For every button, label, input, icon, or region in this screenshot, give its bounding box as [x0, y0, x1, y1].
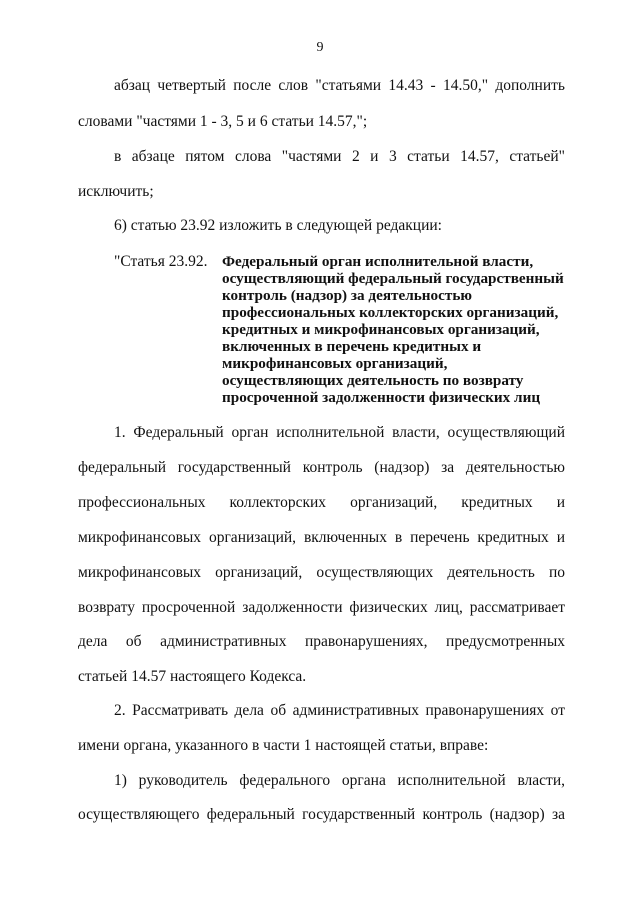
paragraph-line: дела об административных правонарушениях, предусмотренных [78, 633, 565, 650]
article-title-line: Федеральный орган исполнительной власти, [222, 253, 534, 270]
article-title-line: контроль (надзор) за деятельностью [222, 287, 472, 304]
paragraph-line: 1) руководитель федерального органа исполнительной власти, [114, 772, 565, 789]
paragraph-line: 2. Рассматривать дела об административных правонарушениях от [114, 702, 565, 719]
paragraph-line: 6) статью 23.92 изложить в следующей редакции: [114, 217, 442, 234]
article-title-line: микрофинансовых организаций, [222, 355, 448, 372]
article-title-line: кредитных и микрофинансовых организаций, [222, 321, 540, 338]
article-title [222, 253, 567, 406]
paragraph-line: абзац четвертый после слов "статьями 14.43 - 14.50," дополнить [114, 77, 565, 94]
paragraph-line: 1. Федеральный орган исполнительной власти, осуществляющий [114, 424, 565, 441]
paragraph-line: в абзаце пятом слова "частями 2 и 3 статьи 14.57, статьей" [114, 148, 565, 165]
paragraph-line: профессиональных коллекторских организаций, кредитных и [78, 494, 565, 511]
paragraph-line: осуществляющего федеральный государственный контроль (надзор) за [78, 806, 565, 823]
article-title-line: осуществляющих деятельность по возврату [222, 372, 524, 389]
page-number: 9 [316, 40, 324, 55]
paragraph-line: исключить; [78, 183, 154, 200]
paragraph-line: имени органа, указанного в части 1 настоящей статьи, вправе: [78, 737, 489, 754]
paragraph-line: словами "частями 1 - 3, 5 и 6 статьи 14.57,"; [78, 113, 368, 130]
article-title-line: профессиональных коллекторских организаций, [222, 304, 559, 321]
article-title-line: осуществляющий федеральный государственный [222, 270, 564, 287]
article-title-line: включенных в перечень кредитных и [222, 338, 482, 355]
article-label: "Статья 23.92. [114, 253, 208, 270]
paragraph-line: микрофинансовых организаций, включенных в перечень кредитных и [78, 529, 565, 546]
paragraph-line: возврату просроченной задолженности физических лиц, рассматривает [78, 599, 565, 616]
paragraph-line: статьей 14.57 настоящего Кодекса. [78, 668, 307, 685]
article-title-line: просроченной задолженности физических лиц [222, 389, 541, 406]
paragraph-line: микрофинансовых организаций, осуществляющих деятельность по [78, 564, 565, 581]
paragraph-line: федеральный государственный контроль (надзор) за деятельностью [78, 459, 565, 476]
